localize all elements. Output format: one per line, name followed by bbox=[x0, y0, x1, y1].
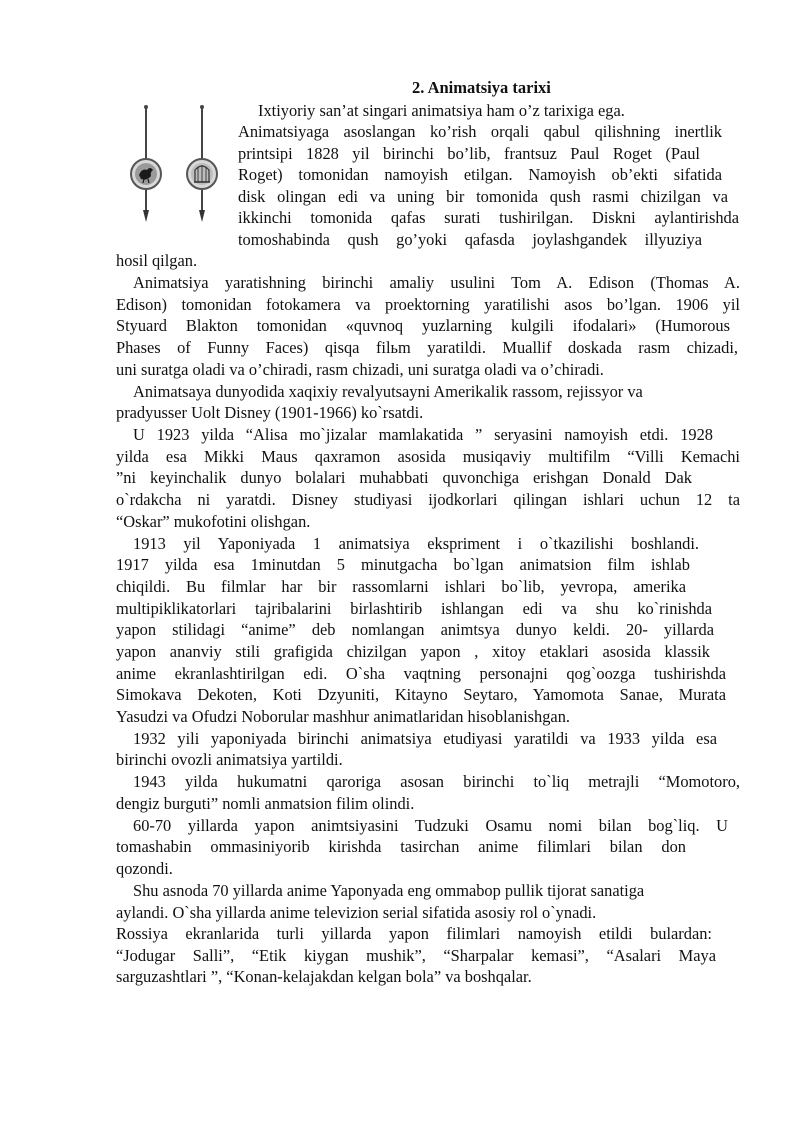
text-line: Roget) tomonidan namoyish etilgan. Namoyish ob’ekti sifatida bbox=[238, 165, 722, 184]
text-line: printsipi 1828 yil birinchi bo’lib, frantsuz Paul Roget (Paul bbox=[238, 144, 700, 163]
text-line: yapon stilidagi “anime” deb nomlangan animtsya dunyo keldi. 20- yillarda bbox=[116, 620, 714, 639]
text-line: “Oskar” mukofotini olishgan. bbox=[116, 512, 311, 531]
text-line: uni suratga oladi va o’chiradi, rasm chizadi, uni suratga oladi va o’chiradi. bbox=[116, 360, 604, 379]
text-line: pradyusser Uolt Disney (1901-1966) ko`rsatdi. bbox=[116, 403, 424, 422]
text-line: o`rdakcha ni yaratdi. Disney studiyasi ijodkorlari qilingan ishlari uchun 12 ta bbox=[116, 490, 740, 509]
text-line: Simokava Dekoten, Koti Dzyuniti, Kitayno Seytaro, Yamomota Sanae, Murata bbox=[116, 685, 726, 704]
thaumatrope-discs-icon bbox=[120, 104, 230, 228]
text-line: Yasudzi va Ofudzi Noborular mashhur animatlaridan hisoblanishgan. bbox=[116, 707, 570, 726]
text-line: Shu asnoda 70 yillarda anime Yaponyada eng ommabop pullik tijorat sanatiga bbox=[133, 881, 645, 900]
text-line: “Jodugar Salli”, “Etik kiygan mushik”, “Sharpalar kemasi”, “Asalari Maya bbox=[116, 946, 716, 965]
text-line: chiqildi. Bu filmlar har bir rassomlarni ishlari bo`lib, yevropa, amerika bbox=[116, 577, 686, 596]
text-line: Rossiya ekranlarida turli yillarda yapon filimlari namoyish etildi bulardan: bbox=[116, 924, 712, 943]
text-line: birinchi ovozli animatsiya yartildi. bbox=[116, 750, 343, 769]
text-line: Edison) tomonidan fotokamera va proektorning yaratilishi asos bo’lgan. 1906 yil bbox=[116, 295, 740, 314]
text-line: 1943 yilda hukumatni qaroriga asosan birinchi to`liq metrajli “Momotoro, bbox=[133, 772, 740, 791]
text-line: Animatsiyaga asoslangan ko’rish orqali qabul qilishning inertlik bbox=[238, 122, 722, 141]
text-line: hosil qilgan. bbox=[116, 251, 198, 270]
text-line: Animatsaya dunyodida xaqixiy revalyutsayni Amerikalik rassom, rejissyor va bbox=[133, 382, 643, 401]
text-line: yapon ananviy stili grafigida chizilgan yapon , xitoy etaklari asosida klassik bbox=[116, 642, 710, 661]
text-line: tomoshabinda qush go’yoki qafasda joylashgandek illyuziya bbox=[238, 230, 702, 249]
text-line: disk olingan edi va uning bir tomonida qush rasmi chizilgan va bbox=[238, 187, 728, 206]
text-line: yilda esa Mikki Maus qaxramon asosida musiqaviy multifilm “Villi Kemachi bbox=[116, 447, 740, 466]
text-line: U 1923 yilda “Alisa mo`jizalar mamlakatida ” seryasini namoyish etdi. 1928 bbox=[133, 425, 713, 444]
text-line: Phases of Funny Faces) qisqa filьm yaratildi. Muallif doskada rasm chizadi, bbox=[116, 338, 738, 357]
text-line: Styuard Blakton tomonidan «quvnoq yuzlarning kulgili ifodalari» (Humorous bbox=[116, 316, 730, 335]
text-line: 1932 yili yaponiyada birinchi animatsiya etudiyasi yaratildi va 1933 yilda esa bbox=[133, 729, 717, 748]
text-line: ikkinchi tomonida qafas surati tushirilgan. Diskni aylantirishda bbox=[238, 208, 739, 227]
section-heading: 2. Animatsiya tarixi bbox=[412, 78, 551, 97]
text-line: 60-70 yillarda yapon animtsiyasini Tudzuki Osamu nomi bilan bog`liq. U bbox=[133, 816, 728, 835]
text-line: aylandi. O`sha yillarda anime televizion serial sifatida asosiy rol o`ynadi. bbox=[116, 903, 597, 922]
text-line: qozondi. bbox=[116, 859, 173, 878]
text-line: Animatsiya yaratishning birinchi amaliy usulini Tom A. Edison (Thomas A. bbox=[133, 273, 740, 292]
text-line: dengiz burguti” nomli anmatsion filim olindi. bbox=[116, 794, 415, 813]
text-line: tomashabin ommasiniyorib kirishda tasirchan anime filimlari bilan don bbox=[116, 837, 686, 856]
text-line: 1917 yilda esa 1minutdan 5 minutgacha bo`lgan animatsion film ishlab bbox=[116, 555, 690, 574]
text-line: 1913 yil Yaponiyada 1 animatsiya ekspriment i o`tkazilishi boshlandi. bbox=[133, 534, 699, 553]
text-line: anime ekranlashtirilgan edi. O`sha vaqtning personajni qog`oozga tushirishda bbox=[116, 664, 726, 683]
text-line: multipiklikatorlari tajribalarini birlashtirib ishlangan edi va shu ko`rinishda bbox=[116, 599, 712, 618]
text-line: Ixtiyoriy san’at singari animatsiya ham o’z tarixiga ega. bbox=[258, 101, 625, 120]
text-line: ”ni keyinchalik dunyo bolalari muhabbati quvonchiga erishgan Donald Dak bbox=[116, 468, 692, 487]
text-line: sarguzashtlari ”, “Konan-kelajakdan kelgan bola” va boshqalar. bbox=[116, 967, 532, 986]
